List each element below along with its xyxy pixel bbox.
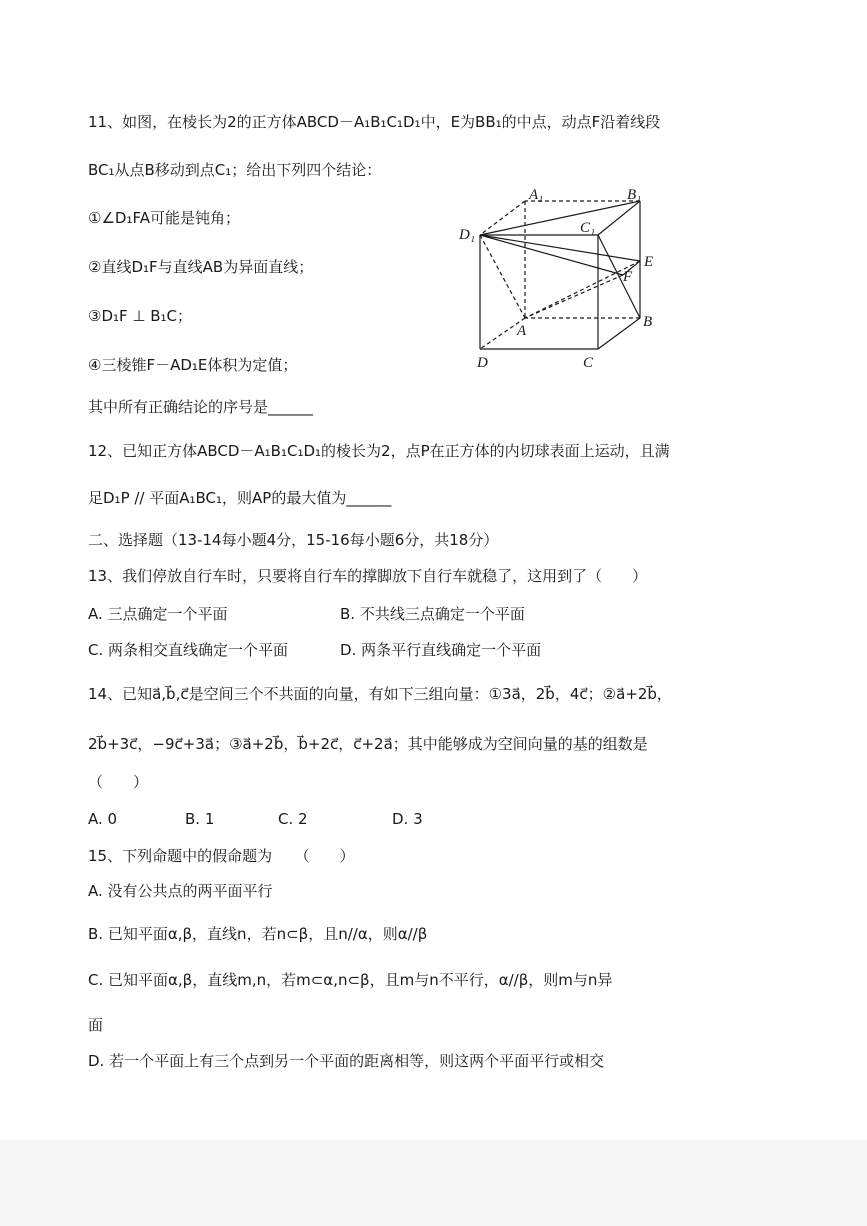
q15-option-c-line1: C. 已知平面α,β，直线m,n，若m⊂α,n⊂β，且m与n不平行，α//β，则m与n异 (88, 971, 613, 989)
section-2-title: 二、选择题（13-14每小题4分，15-16每小题6分，共18分） (88, 531, 499, 549)
q11-conclusion-2: ②直线D₁F与直线AB为异面直线； (88, 258, 314, 276)
label-D1: D₁ (459, 227, 476, 243)
q11-conclusion-4: ④三棱锥F－AD₁E体积为定值； (88, 356, 298, 374)
q14-line1: 14、已知a⃗,b⃗,c⃗是空间三个不共面的向量，有如下三组向量：①3a⃗，2b⃗，4c⃗；②a⃗+2b⃗， (88, 685, 672, 703)
q11-line2: BC₁从点B移动到点C₁；给出下列四个结论： (88, 161, 382, 179)
q13-stem: 13、我们停放自行车时，只要将自行车的撑脚放下自行车就稳了，这用到了（ ） (88, 567, 648, 585)
q11-conclusion-3: ③D₁F ⊥ B₁C； (88, 307, 193, 325)
q14-answer-paren: （ ） (88, 773, 149, 791)
q15-option-d: D. 若一个平面上有三个点到另一个平面的距离相等，则这两个平面平行或相交 (88, 1052, 605, 1070)
q13-option-a: A. 三点确定一个平面 (88, 605, 228, 623)
q15-stem: 15、下列命题中的假命题为 （ ） (88, 847, 355, 865)
label-A1: A₁ (529, 187, 544, 203)
q11-ask: 其中所有正确结论的序号是______ (88, 398, 314, 416)
label-C1: C₁ (580, 220, 596, 236)
q14-option-b: B. 1 (185, 810, 215, 828)
label-D: D (477, 355, 488, 371)
label-A: A (517, 323, 527, 339)
q11-conclusion-1: ①∠D₁FA可能是钝角； (88, 209, 240, 227)
label-F: F (623, 269, 633, 285)
q15-option-c-line2: 面 (88, 1016, 104, 1034)
q14-option-d: D. 3 (392, 810, 423, 828)
q13-option-c: C. 两条相交直线确定一个平面 (88, 641, 289, 659)
q13-option-d: D. 两条平行直线确定一个平面 (340, 641, 542, 659)
q11-line1: 11、如图，在棱长为2的正方体ABCD－A₁B₁C₁D₁中，E为BB₁的中点，动点F沿着线段 (88, 113, 661, 131)
q12-line2: 足D₁P // 平面A₁BC₁，则AP的最大值为______ (88, 489, 392, 507)
label-B: B (643, 314, 653, 330)
cube-figure (455, 185, 670, 375)
label-C: C (583, 355, 594, 371)
q14-line2: 2b⃗+3c⃗，−9c⃗+3a⃗；③a⃗+2b⃗，b⃗+2c⃗，c⃗+2a⃗；其中能够成为空间向量的基的组数是 (88, 735, 648, 753)
q14-option-a: A. 0 (88, 810, 118, 828)
label-E: E (644, 254, 654, 270)
q15-option-b: B. 已知平面α,β，直线n，若n⊂β，且n//α，则α//β (88, 925, 428, 943)
q14-option-c: C. 2 (278, 810, 308, 828)
q13-option-b: B. 不共线三点确定一个平面 (340, 605, 525, 623)
page-bottom-margin (0, 1140, 867, 1226)
q15-option-a: A. 没有公共点的两平面平行 (88, 882, 273, 900)
q12-line1: 12、已知正方体ABCD－A₁B₁C₁D₁的棱长为2，点P在正方体的内切球表面上运动，且满 (88, 442, 670, 460)
label-B1: B₁ (627, 187, 642, 203)
